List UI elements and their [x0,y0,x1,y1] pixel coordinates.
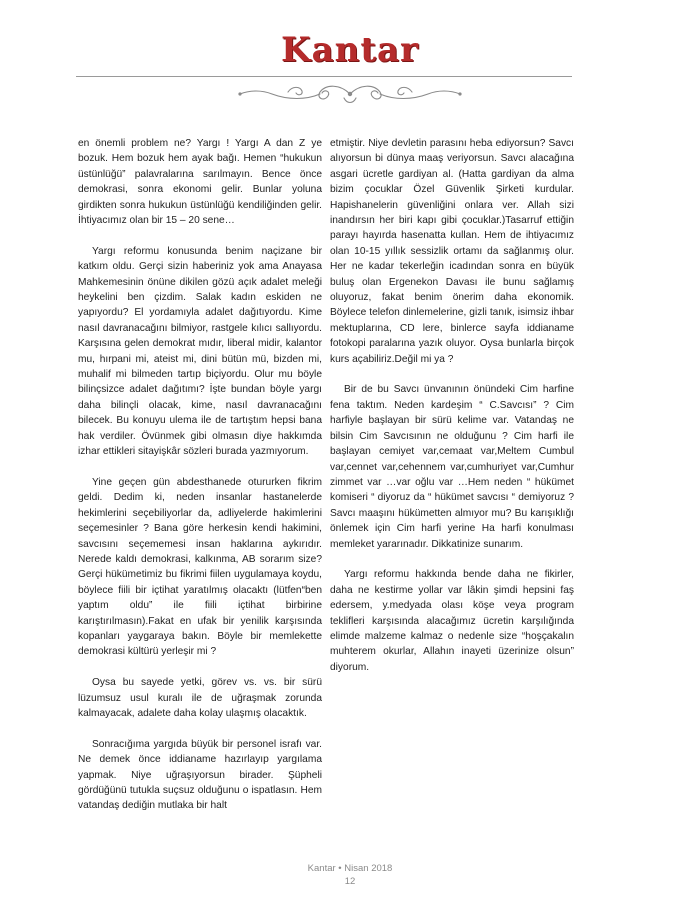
paragraph: Oysa bu sayede yetki, görev vs. vs. bir sürü lüzumsuz usul kuralı ile de uğraşmak zorunda kalmayacak, adalete daha kolay ulaşmış olacaktık. [78,677,322,719]
paragraph: Sonracığıma yargıda büyük bir personel israfı var. Ne demek önce iddianame hazırlayıp yargılama yapmak. Niye uğraşıyorsun birader. Şüpheli gördüğünü tutukla suçsuz olduğunu o ispatlasın. Hem vatandaş dediğin mutlaka bir halt [78,738,322,812]
page-number: 12 [344,876,356,887]
paragraph: Bir de bu Savcı ünvanının önündeki Cim harfine fena taktım. Neden kardeşim “ C.Savcısı” ? Cim harfiyle başlayan bir sürü kelime var. Vatandaş ne bilsin Cim Savcısının ne olduğunu ? Cim harfi ile başlayan cemiyet var,cemaat var,Meltem Cumbul var,cennet var,cehennem var,cumhuriyet var,Cumhur zimmet var …var oğlu var …Hem neden “ hükümet komiseri “ diyoruz da “ hükümet savcısı “ demiyoruz ? Savcı maaşını hükümetten almıyor mu? Bu karışıklığı önlemek için Cim harfi yerine Ha harfi konulması memleket yararınadır. Dikkatinize sunarım. [330,384,574,550]
right-column [330,136,574,691]
page-footer [0,862,700,888]
paragraph: Yine geçen gün abdesthanede otururken fikrim geldi. Dedim ki, neden insanlar hastanelerde hekimlerini seçebiliyorlar da, adliyelerde hakimlerini seçemesinler ? Bana göre herkesin kendi hakimini, savcısını seçememesi insan haklarına aykırıdır. Nerede kaldı demokrasi, kalkınma, AB sorarım size? Gerçi hükümetimiz bu fikrimi fiilen uygulamaya koydu, böylece fiili bir içtihat yaratılmış olacaktı (lütfen“ben yaptım oldu” ile fiili içtihat birbirine karıştırılmasın).Fakat en ufak bir yenilik karşısında kopanları yaygaraya bakın. Böyle bir memlekette demokrasi kültürü yerleşir mi ? [78,476,322,658]
left-column [78,136,322,829]
footer-issue: Kantar • Nisan 2018 [307,863,393,874]
flourish-ornament-icon [228,80,472,108]
paragraph: en önemli problem ne? Yargı ! Yargı A dan Z ye bozuk. Hem bozuk hem ayak bağı. Hemen “hukukun üstünlüğü” palavralarına sarılmayın. Bence önce demokrasi, sonra ekonomi gelir. Bunlar yoluna girdikten sonra hukukun üstünlüğü kendiliğinden gelir. İhtiyacımız olan bir 15 – 20 sene… [78,138,322,227]
masthead-title: Kantar [281,30,419,70]
paragraph: Yargı reformu hakkında bende daha ne fikirler, daha ne kestirme yollar var lâkin şimdi hepsini faş edersem, y.medyada olası köşe veya program teklifleri karşısında alacağımız ücretin karşılığında elimde malzeme kalmaz o nedenle size “hoşçakalın muhterem okurlar, Allahın inayeti üzerinize olsun” diyorum. [330,569,574,673]
paragraph: etmiştir. Niye devletin parasını heba ediyorsun? Savcı alıyorsun bi dünya maaş veriyorsun. Savcı alacağına asgari ücretle gardiyan al. (Hatta gardiyan da alma bizim çocuklar Özel Güvenlik Şirketi kurdular. Hapishanelerin güvenliğini onlara ver. Allah sizi inandırsın her biri kapı gibi çocuklar.)Tasarruf ettiğin parayı hayırda hasenatta kullan. Hem de ihtiyacımız olan 10-15 yıllık sessizlik ortamı da sağlanmış olur. Her ne kadar tekerleğin icadından sonra en büyük buluş olan Ergenekon Davası ile bunu sağlamış oluyoruz, fakat benim önerim daha ekonomik. Böylece telefon dinlemelerine, gizli tanık, isimsiz ihbar mektuplarına, CD lere, binlerce sayfa iddianame fotokopi paralarına yazık oluyor. Oysa bunlarla birçok kurs açabiliriz.Değil mi ya ? [330,138,574,365]
paragraph: Yargı reformu konusunda benim naçizane bir katkım oldu. Gerçi sizin haberiniz yok ama Anayasa Mahkemesinin önüne dikilen gözü açık adalet meleği heykelini ben çizdim. Salak kadın eskiden ne yapıyordu? El yordamıyla adalet dağıtıyordu. Kime nasıl davranacağını bilmiyor, rastgele kılıcı sallıyordu. Karşısına gelen demokrat mıdır, liberal midir, kalantor mu, hırpani mi, ateist mi, dini bütün mü, bizden mi, muhalif mi bilmeden tartıp biçiyordu. Olur mu böyle bilinçsizce adalet dağıtımı? İşte bundan böyle yargı daha bilinçli olacak, kime, nasıl davranacağını bilecek. Bu konuyu ulema ile de tartıştım hepsi bana hak verdiler. Övünmek gibi olmasın diye hakkımda izhar ettikleri sitayişkâr sözleri burada yazmıyorum. [78,245,322,458]
header-rule [76,76,572,77]
